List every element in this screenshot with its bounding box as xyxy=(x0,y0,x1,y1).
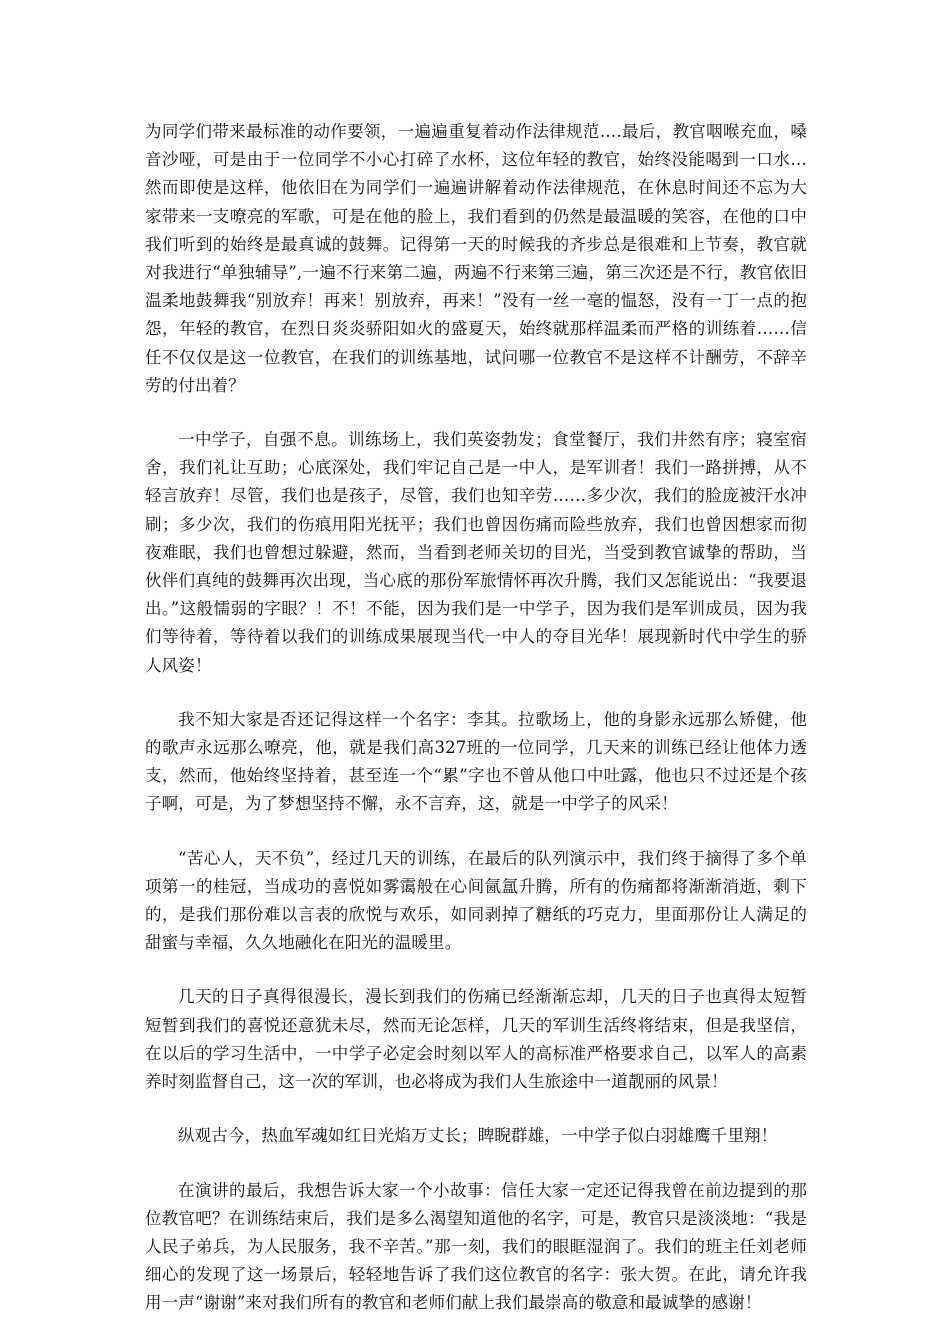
paragraph-4: “苦心人，天不负”，经过几天的训练，在最后的队列演示中，我们终于摘得了多个单项第一的桂冠，当成功的喜悦如雾霭般在心间氤氲升腾，所有的伤痛都将渐渐消逝，剩下的，是我们那份难以言表的欣悦与欢乐，如同剥掉了糖纸的巧克力，里面那份让人满足的甜蜜与幸福，久久地融化在阳光的温暖里。 xyxy=(145,848,807,953)
paragraph-1: 为同学们带来最标准的动作要领，一遍遍重复着动作法律规范….最后，教官咽喉充血，嗓音沙哑，可是由于一位同学不小心打碎了水杯，这位年轻的教官，始终没能喝到一口水…然而即使是这样，他依旧在为同学们一遍遍讲解着动作法律规范，在休息时间还不忘为大家带来一支嘹亮的军歌，可是在他的脸上，我们看到的仍然是最温暖的笑容，在他的口中我们听到的始终是最真诚的鼓舞。记得第一天的时候我的齐步总是很难和上节奏，教官就对我进行“单独辅导”,一遍不行来第二遍，两遍不行来第三遍，第三次还是不行，教官依旧温柔地鼓舞我“别放弃！再来！别放弃，再来！”没有一丝一毫的愠怒，没有一丁一点的抱怨，年轻的教官，在烈日炎炎骄阳如火的盛夏天，始终就那样温柔而严格的训练着……信任不仅仅是这一位教官，在我们的训练基地，试问哪一位教官不是这样不计酬劳，不辞辛劳的付出着？ xyxy=(145,122,807,395)
paragraph-7: 在演讲的最后，我想告诉大家一个小故事：信任大家一定还记得我曾在前边提到的那位教官吧？在训练结束后，我们是多么渴望知道他的名字，可是，教官只是淡淡地：“我是人民子弟兵，为人民服务，我不辛苦。”那一刻，我们的眼眶湿润了。我们的班主任刘老师细心的发现了这一场景后，轻轻地告诉了我们这位教官的名字：张大贺。在此，请允许我用一声“谢谢”来对我们所有的教官和老师们献上我们最崇高的敬意和最诚挚的感谢！ xyxy=(145,1180,807,1313)
paragraph-6: 纵观古今，热血军魂如红日光焰万丈长；睥睨群雄，一中学子似白羽雄鹰千里翔！ xyxy=(178,1126,778,1146)
paragraph-3: 我不知大家是否还记得这样一个名字：李其。拉歌场上，他的身影永远那么矫健，他的歌声永远那么嘹亮，他，就是我们高327班的一位同学，几天来的训练已经让他体力透支，然而，他始终坚持着，甚至连一个“累”字也不曾从他口中吐露，他也只不过还是个孩子啊，可是，为了梦想坚持不懈，永不言弃，这，就是一中学子的风采！ xyxy=(145,709,807,814)
document-page xyxy=(145,118,807,1318)
paragraph-5: 几天的日子真得很漫长，漫长到我们的伤痛已经渐渐忘却，几天的日子也真得太短暂短暂到我们的喜悦还意犹未尽，然而无论怎样，几天的军训生活终将结束，但是我坚信，在以后的学习生活中，一中学子必定会时刻以军人的高标准严格要求自己，以军人的高素养时刻监督自己，这一次的军训，也必将成为我们人生旅途中一道靓丽的风景！ xyxy=(145,987,807,1092)
paragraph-2: 一中学子，自强不息。训练场上，我们英姿勃发；食堂餐厅，我们井然有序；寝室宿舍，我们礼让互助；心底深处，我们牢记自己是一中人，是军训者！我们一路拼搏，从不轻言放弃！尽管，我们也是孩子，尽管，我们也知辛劳……多少次，我们的脸庞被汗水冲刷；多少次，我们的伤痕用阳光抚平；我们也曾因伤痛而险些放弃，我们也曾因想家而彻夜难眠，我们也曾想过躲避，然而，当看到老师关切的目光，当受到教官诚挚的帮助，当伙伴们真纯的鼓舞再次出现，当心底的那份军旅情怀再次升腾，我们又怎能说出：“我要退出。”这般懦弱的字眼？！不！不能，因为我们是一中学子，因为我们是军训成员，因为我们等待着，等待着以我们的训练成果展现当代一中人的夺目光华！展现新时代中学生的骄人风姿！ xyxy=(145,430,807,675)
